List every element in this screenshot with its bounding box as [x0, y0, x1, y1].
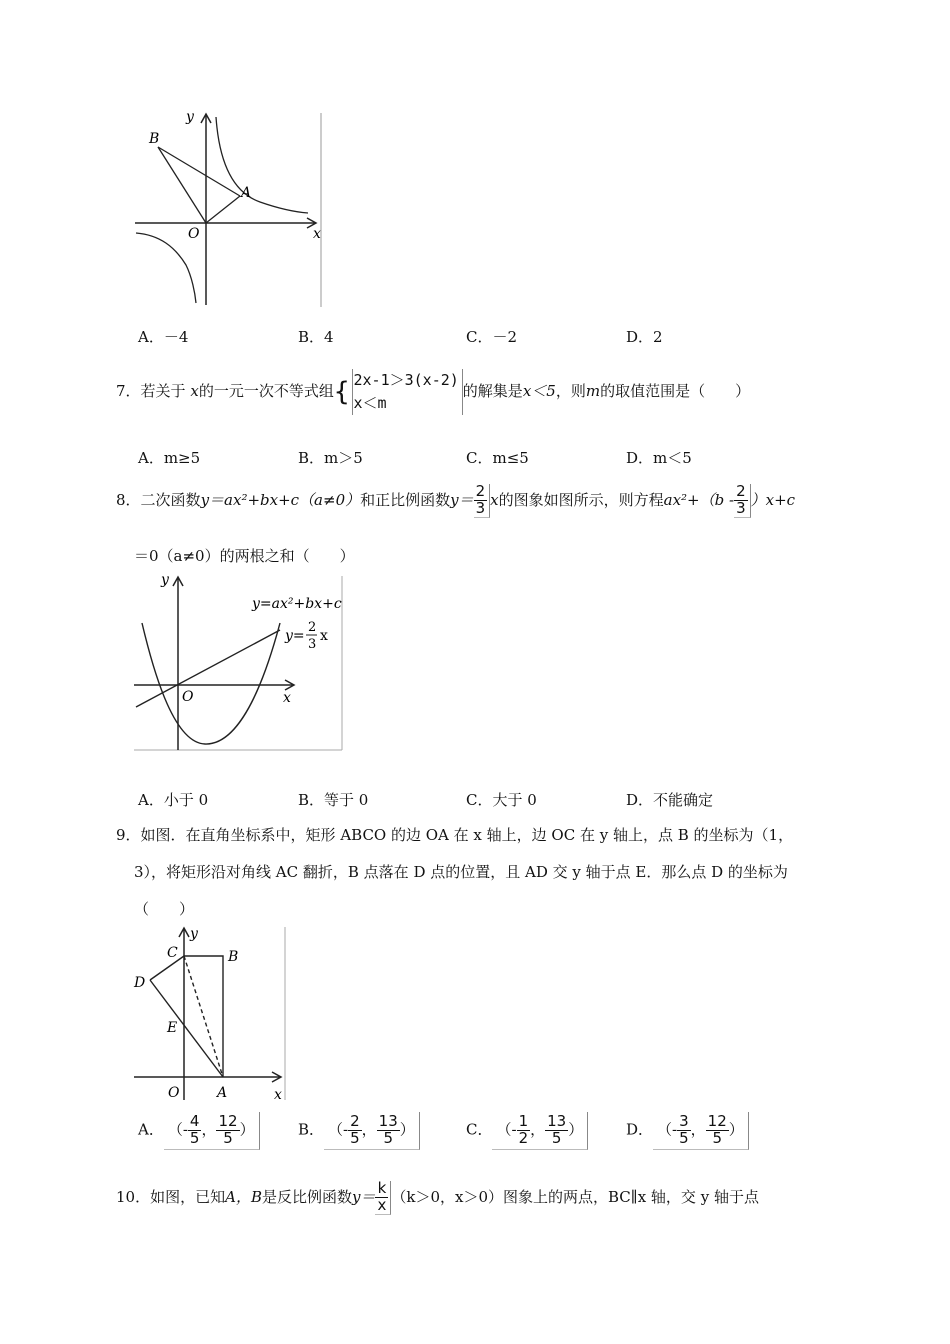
q6-option-a[interactable]: A．－4: [138, 328, 189, 346]
q7-option-c[interactable]: C．m≤5: [466, 449, 529, 467]
q8-label-linear-n: 2: [308, 620, 317, 635]
q9-stem-line2: 3），将矩形沿对角线 AC 翻折，B 点落在 D 点的位置，且 AD 交 y 轴于点 E．那么点 D 的坐标为: [134, 863, 788, 881]
q6-hyperbola-right: [216, 117, 308, 213]
q9-option-a[interactable]: A． （- $\frac{4}{5}$ ， $\frac{12}{5}$ ）: [138, 1112, 260, 1150]
q7-inequality-system: {: [334, 369, 354, 415]
q10-stem: 10．如图，已知A，B是反比例函数y＝ $\frac{k}{x}$ （k＞0，x＞0）图象上的两点，BC∥x 轴，交 y 轴于点: [116, 1179, 759, 1214]
q8-option-a[interactable]: A．小于 0: [138, 791, 209, 809]
q9-stem-line3: （ ）: [134, 900, 195, 918]
q9-stem-line1: 9．如图．在直角坐标系中，矩形 ABCO 的边 OA 在 x 轴上，边 OC 在 y 轴上，点 B 的坐标为（1，: [116, 826, 794, 844]
q6-label-b: B: [149, 131, 160, 147]
q6-segment-bo: [158, 147, 206, 223]
q7-option-a[interactable]: A．m≥5: [138, 449, 201, 467]
q8-label-linear-d: 3: [308, 637, 317, 652]
q9-label-c: C: [167, 945, 178, 961]
q9-label-o: O: [168, 1085, 180, 1101]
q9-option-a-coords: （- $\frac{4}{5}$ ， $\frac{12}{5}$ ）: [164, 1112, 260, 1150]
q6-option-c[interactable]: C．－2: [466, 328, 518, 346]
q7-stem: 7．若关于 x的一元一次不等式组{ 2x-1＞3(x-2) x＜m的解集是x＜5，则m的取值范围是（ ）: [116, 369, 750, 415]
q9-option-c[interactable]: C． （- $\frac{1}{2}$ ， $\frac{13}{5}$ ）: [466, 1112, 588, 1150]
q8-label-quadratic: y=ax²+bx+c: [252, 596, 342, 612]
q8-stem-line2: ＝0（a≠0）的两根之和（ ）: [134, 547, 355, 565]
q8-label-y: y: [161, 572, 169, 588]
q9-label-b: B: [228, 949, 239, 965]
q8-stem-line1: 8．二次函数y＝ax²+bx+c（a≠0）和正比例函数y＝ $\frac{2}{3}$ x的图象如图所示，则方程ax²+（b - $\frac{2}{3}$ ）x+c: [116, 482, 796, 517]
q6-label-y: y: [186, 109, 194, 125]
q6-figure: [130, 105, 330, 310]
q8-label-x: x: [283, 690, 291, 706]
q9-label-x: x: [274, 1087, 282, 1103]
q9-label-y: y: [190, 926, 198, 942]
q7-option-b[interactable]: B．m＞5: [298, 449, 363, 467]
q6-hyperbola-left: [136, 233, 196, 303]
q9-option-c-coords: （- $\frac{1}{2}$ ， $\frac{13}{5}$ ）: [492, 1112, 588, 1150]
q9-option-b[interactable]: B． （- $\frac{2}{5}$ ， $\frac{13}{5}$ ）: [298, 1112, 420, 1150]
q10-fraction-k-x: $\frac{k}{x}$: [375, 1181, 391, 1215]
q8-label-o: O: [182, 689, 194, 705]
q9-label-e: E: [167, 1020, 178, 1036]
q9-option-b-coords: （- $\frac{2}{5}$ ， $\frac{13}{5}$ ）: [324, 1112, 420, 1150]
q8-option-b[interactable]: B．等于 0: [298, 791, 369, 809]
q9-segment-da: [150, 980, 223, 1077]
q9-label-d: D: [134, 975, 146, 991]
q9-option-d[interactable]: D． （- $\frac{3}{5}$ ， $\frac{12}{5}$ ）: [626, 1112, 749, 1150]
q7-inequality-lines: 2x-1＞3(x-2) x＜m: [353, 369, 462, 415]
q9-label-a: A: [217, 1085, 228, 1101]
q7-option-d[interactable]: D．m＜5: [626, 449, 692, 467]
q8-figure: [130, 568, 345, 753]
q6-segment-oa: [206, 196, 240, 223]
q8-fraction-2-3: $\frac{2}{3}$: [474, 484, 491, 518]
q8-line: [136, 630, 280, 707]
q8-option-d[interactable]: D．不能确定: [626, 791, 714, 809]
q9-figure: [130, 925, 290, 1105]
q6-option-d[interactable]: D．2: [626, 328, 663, 346]
q6-label-o: O: [188, 226, 200, 242]
q9-option-d-coords: （- $\frac{3}{5}$ ， $\frac{12}{5}$ ）: [653, 1112, 749, 1150]
q8-label-linear-x: x: [320, 628, 328, 644]
q9-diagonal-ac: [184, 956, 223, 1077]
q8-option-c[interactable]: C．大于 0: [466, 791, 537, 809]
q6-option-b[interactable]: B．4: [298, 328, 334, 346]
q6-label-a: A: [241, 185, 252, 201]
q6-label-x: x: [313, 226, 321, 242]
q8-fraction-2-3-b: $\frac{2}{3}$: [734, 484, 751, 518]
q8-label-linear-y: y=: [285, 628, 305, 644]
